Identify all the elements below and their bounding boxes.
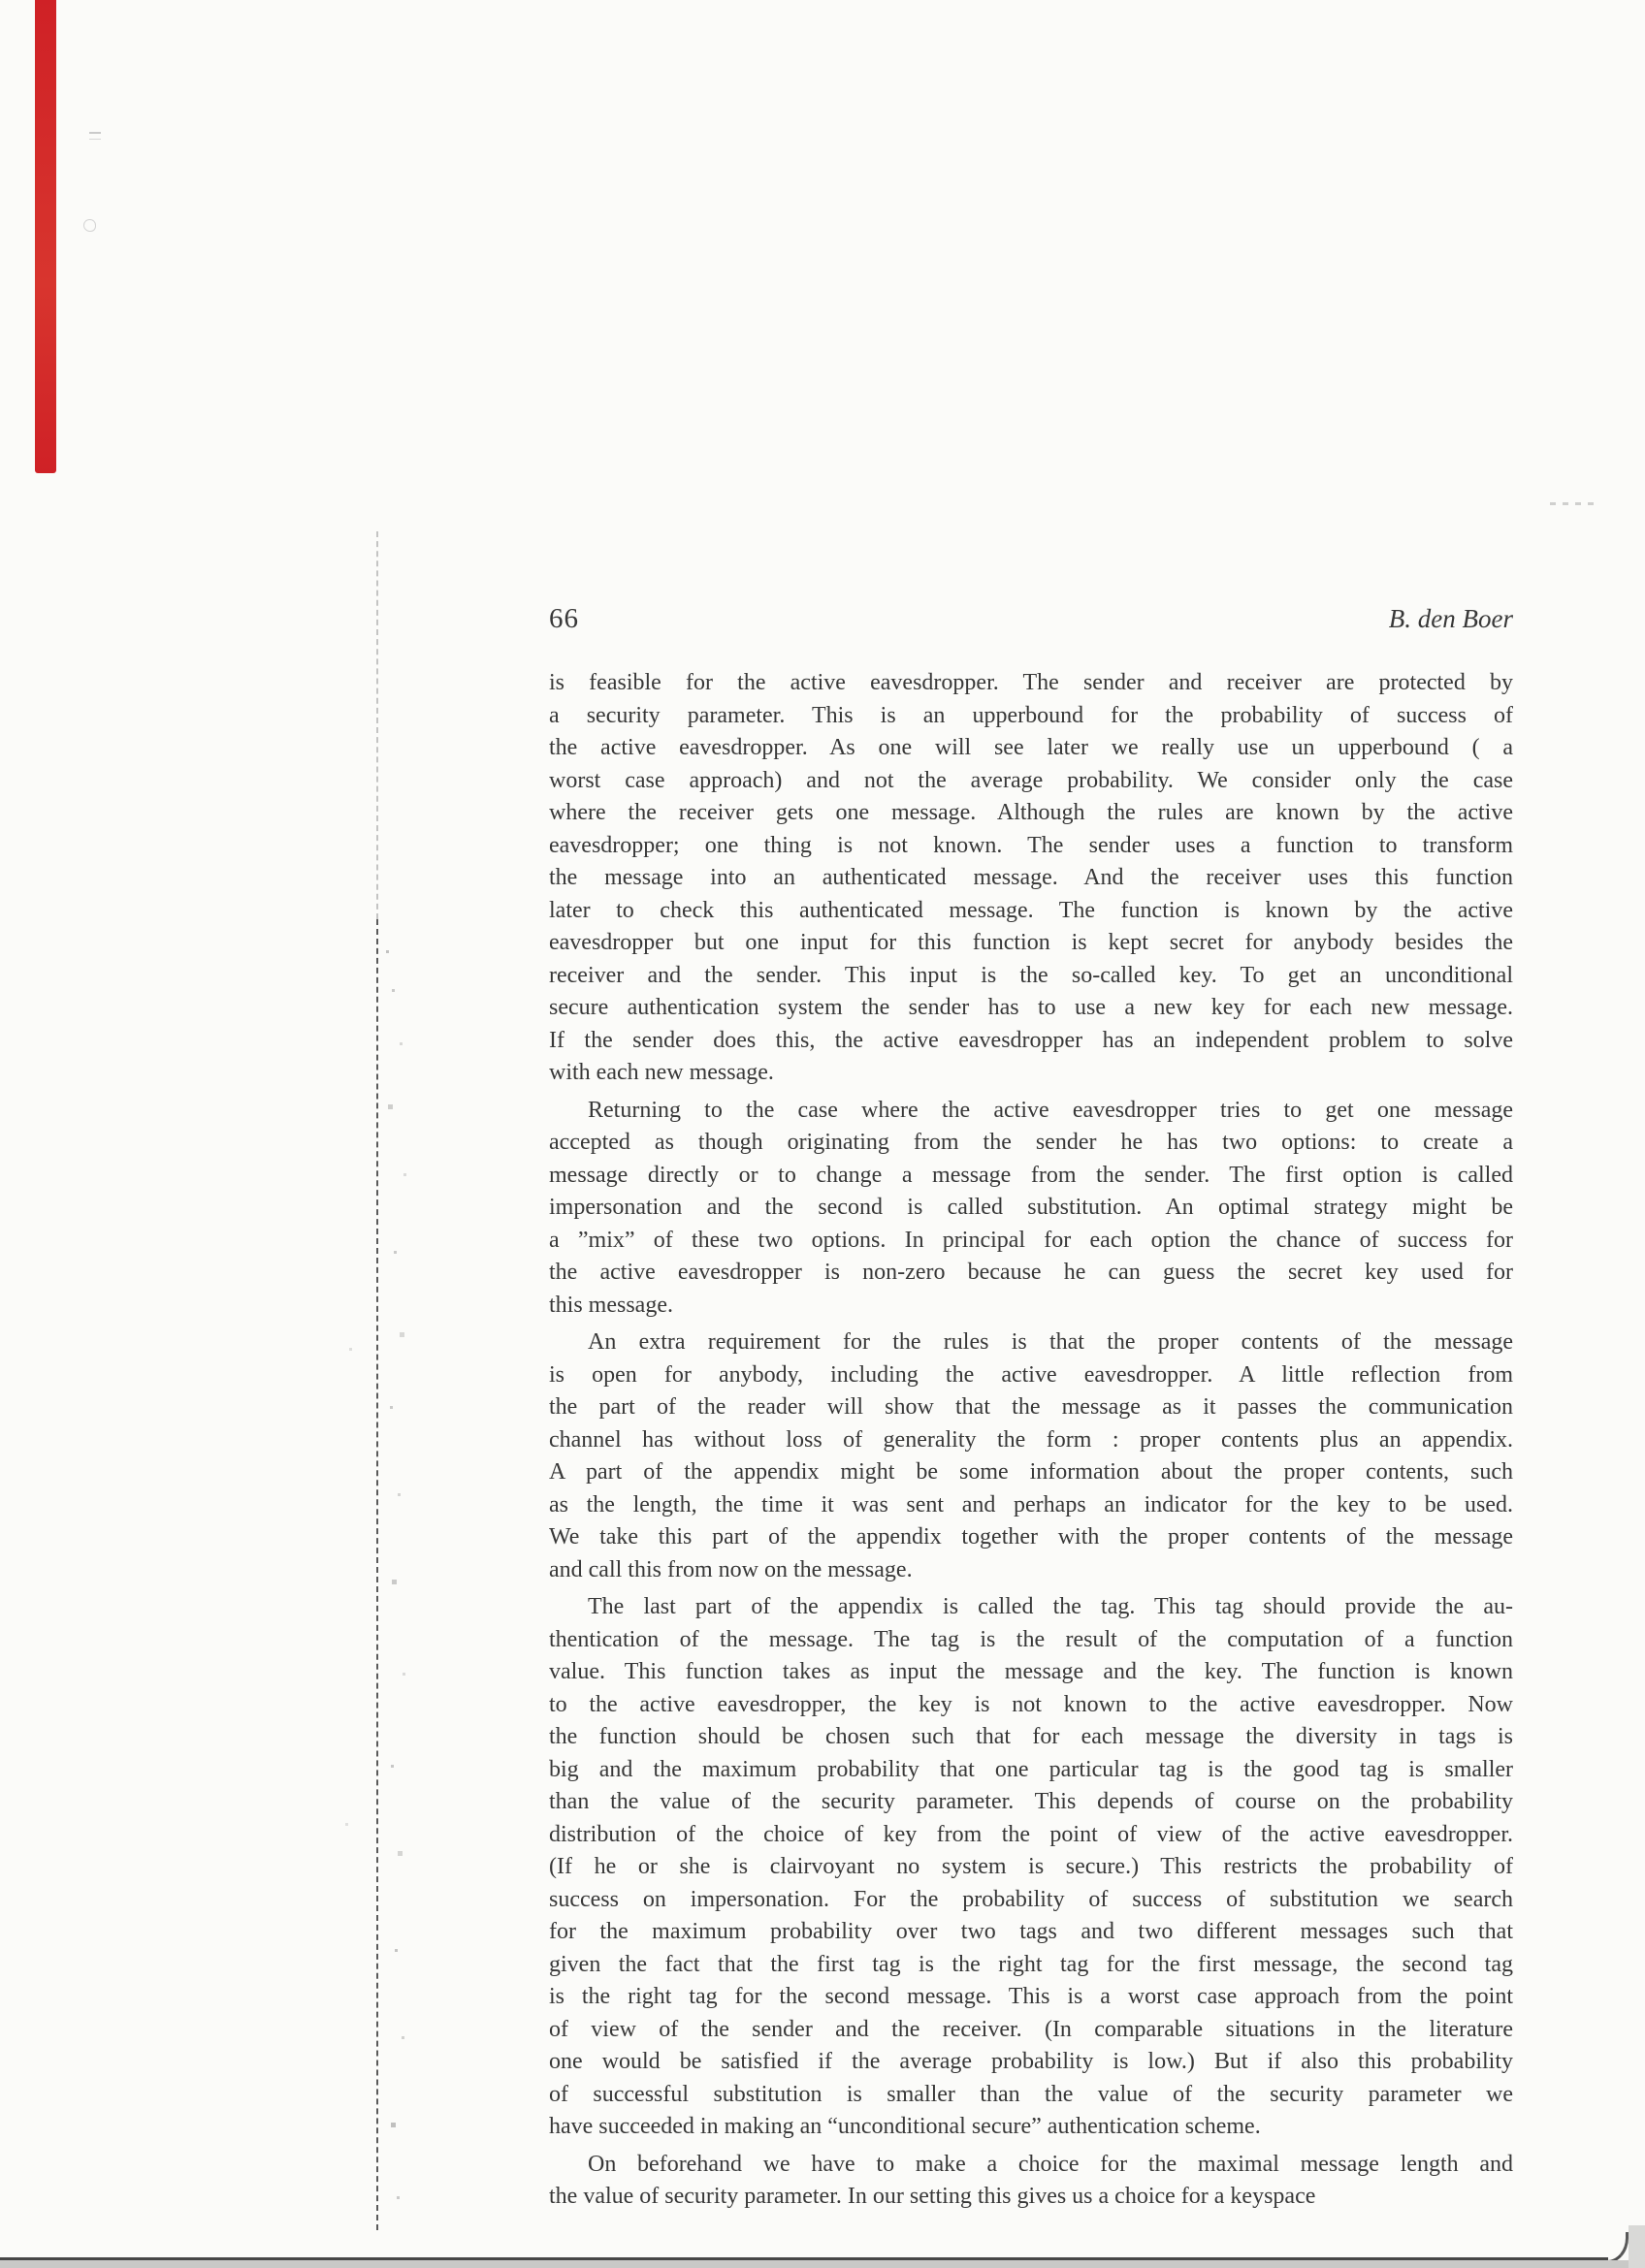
scan-bottom-strip (0, 2260, 1645, 2268)
text-line: receiver and the sender. This input is the so-called key. To get an unconditional (549, 962, 1513, 988)
scan-speck (89, 132, 101, 140)
text-line: We take this part of the appendix together with the proper contents of the message (549, 1524, 1513, 1549)
text-line: one would be satisfied if the average probability is low.) But if also this probability (549, 2049, 1513, 2074)
text-line: as the length, the time it was sent and perhaps an indicator for the key to be used. (549, 1491, 1513, 1517)
page-number: 66 (549, 603, 579, 634)
text-line: success on impersonation. For the probability of success of substitution we search (549, 1886, 1513, 1912)
scan-speck (83, 219, 96, 232)
text-line: is open for anybody, including the active eavesdropper. A little reflection from (549, 1361, 1513, 1388)
text-line: accepted as though originating from the sender he has two options: to create a (549, 1130, 1513, 1155)
text-line: big and the maximum probability that one particular tag is the good tag is smaller (549, 1756, 1513, 1782)
text-line: If the sender does this, the active eavesdropper has an independent problem to solve (549, 1027, 1513, 1053)
text-line: the function should be chosen such that for each message the diversity in tags is (549, 1724, 1513, 1749)
text-line: is feasible for the active eavesdropper. The sender and receiver are protected by (549, 670, 1513, 695)
text-line: the part of the reader will show that the message as it passes the communication (549, 1394, 1513, 1420)
text-line: An extra requirement for the rules is that the proper contents of the message (588, 1329, 1513, 1355)
scan-speck (1550, 502, 1598, 505)
text-line: impersonation and the second is called substitution. An optimal strategy might be (549, 1195, 1513, 1220)
text-line: thentication of the message. The tag is the result of the computation of a function (549, 1626, 1513, 1652)
text-line: a security parameter. This is an upperbound for the probability of success of (549, 702, 1513, 728)
text-line: channel has without loss of generality the form : proper contents plus an appendix. (549, 1426, 1513, 1453)
text-line: of view of the sender and the receiver. (In comparable situations in the literature (549, 2016, 1513, 2042)
text-line: worst case approach) and not the average probability. We consider only the case (549, 767, 1513, 793)
paragraph (549, 2149, 1513, 2214)
scan-right-edge (1629, 2225, 1645, 2268)
text-line: Returning to the case where the active eavesdropper tries to get one message (588, 1097, 1513, 1123)
paragraph (549, 1591, 1513, 2144)
text-line: and call this from now on the message. (549, 1556, 913, 1582)
paragraph (549, 1095, 1513, 1323)
text-line: secure authentication system the sender has to use a new key for each new message. (549, 995, 1513, 1020)
text-line: eavesdropper; one thing is not known. The sender uses a function to transform (549, 832, 1513, 858)
text-line: On beforehand we have to make a choice for the maximal message length and (588, 2151, 1513, 2177)
text-line: the message into an authenticated message. And the receiver uses this function (549, 865, 1513, 890)
text-line: of successful substitution is smaller than the value of the security parameter we (549, 2081, 1513, 2107)
text-line: (If he or she is clairvoyant no system is secure.) This restricts the probability of (549, 1854, 1513, 1879)
text-line: have succeeded in making an “unconditional secure” authentication scheme. (549, 2114, 1261, 2139)
text-line: The last part of the appendix is called the tag. This tag should provide the au- (588, 1594, 1513, 1619)
binding-crease-lower (376, 919, 378, 2230)
text-line: given the fact that the first tag is the right tag for the first message, the second tag (549, 1951, 1513, 1977)
text-line: the active eavesdropper is non-zero because he can guess the secret key used for (549, 1260, 1513, 1285)
text-line: value. This function takes as input the message and the key. The function is known (549, 1659, 1513, 1684)
text-line: for the maximum probability over two tags and two different messages such that (549, 1919, 1513, 1944)
text-line: eavesdropper but one input for this function is kept secret for anybody besides the (549, 930, 1513, 955)
paragraph (549, 667, 1513, 1090)
text-line: message directly or to change a message from the sender. The first option is called (549, 1162, 1513, 1188)
red-book-edge-stripe (35, 0, 56, 473)
text-line: this message. (549, 1292, 673, 1318)
paragraph (549, 1326, 1513, 1586)
text-line: than the value of the security parameter. This depends of course on the probability (549, 1789, 1513, 1814)
text-line: later to check this authenticated message. The function is known by the active (549, 897, 1513, 923)
text-line: distribution of the choice of key from the point of view of the active eavesdropper. (549, 1821, 1513, 1847)
page-body (549, 667, 1513, 2214)
text-line: is the right tag for the second message. This is a worst case approach from the point (549, 1984, 1513, 2009)
binding-crease-upper (376, 531, 378, 919)
text-line: A part of the appendix might be some information about the proper contents, such (549, 1459, 1513, 1485)
text-line: with each new message. (549, 1060, 774, 1085)
running-header (549, 603, 1513, 635)
text-line: the active eavesdropper. As one will see later we really use un upperbound ( a (549, 735, 1513, 760)
text-line: where the receiver gets one message. Although the rules are known by the active (549, 800, 1513, 825)
scan-bottom-corner (1602, 2232, 1629, 2263)
text-line: to the active eavesdropper, the key is not known to the active eavesdropper. Now (549, 1691, 1513, 1717)
text-line: a ”mix” of these two options. In principal for each option the chance of success for (549, 1227, 1513, 1253)
text-line: the value of security parameter. In our setting this gives us a choice for a keyspace (549, 2184, 1316, 2209)
binding-noise-speckles (386, 950, 389, 953)
running-head-author: B. den Boer (1388, 604, 1513, 633)
